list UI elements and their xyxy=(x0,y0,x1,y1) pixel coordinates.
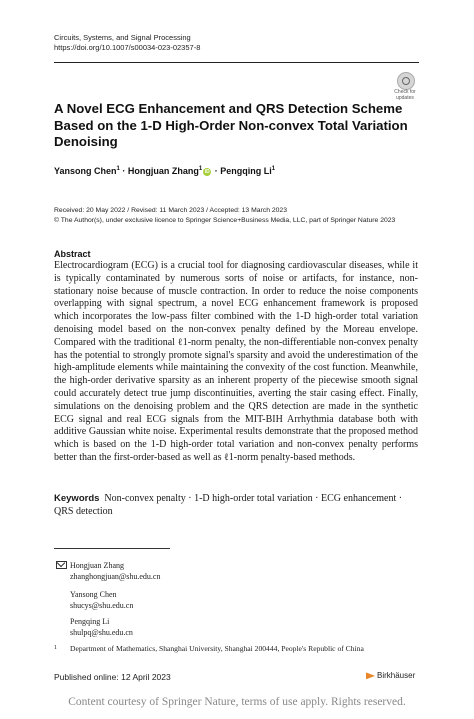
header-rule xyxy=(54,62,419,63)
publisher-name: Birkhäuser xyxy=(377,671,416,680)
badge-line2: updates xyxy=(396,95,414,101)
footnote-rule xyxy=(54,548,170,549)
affiliation-mark: 1 xyxy=(271,166,276,172)
birkhauser-icon xyxy=(366,672,375,679)
contact-name: Hongjuan Zhang xyxy=(70,561,124,570)
author-name[interactable]: Yansong Chen xyxy=(54,166,117,176)
author-list xyxy=(54,166,275,176)
published-date: Published online: 12 April 2023 xyxy=(54,672,171,682)
keywords-text: Non-convex penalty · 1-D high-order total variation · ECG enhancement · QRS detection xyxy=(54,493,403,517)
article-dates xyxy=(54,206,395,226)
contact-email[interactable]: shulpq@shu.edu.cn xyxy=(70,628,133,637)
affiliation-mark: 1 xyxy=(116,166,120,172)
contact-name: Pengqing Li xyxy=(70,617,110,626)
author-name[interactable]: Hongjuan Zhang xyxy=(127,166,199,176)
affiliation-mark: 1 xyxy=(198,166,203,172)
keywords-label: Keywords xyxy=(54,493,100,504)
contact-email[interactable]: shucys@shu.edu.cn xyxy=(70,601,134,610)
courtesy-notice: Content courtesy of Springer Nature, terms of use apply. Rights reserved. xyxy=(68,696,406,708)
check-for-updates-badge[interactable] xyxy=(388,70,422,104)
author-separator: · xyxy=(212,166,221,176)
author-separator: · xyxy=(119,166,128,176)
envelope-icon xyxy=(56,561,67,569)
affiliation-number: 1 xyxy=(54,645,57,651)
history-dates: Received: 20 May 2022 / Revised: 11 March 2023 / Accepted: 13 March 2023 xyxy=(54,207,287,214)
doi-link[interactable]: https://doi.org/10.1007/s00034-023-02357-8 xyxy=(54,43,201,52)
copyright-line: © The Author(s), under exclusive licence to Springer Science+Business Media, LLC, part of Springer Nature 2023 xyxy=(54,217,396,224)
keywords-block xyxy=(54,492,418,518)
orcid-icon[interactable]: iD xyxy=(204,168,210,175)
badge-line1: Check for xyxy=(394,89,416,95)
journal-name: Circuits, Systems, and Signal Processing xyxy=(54,33,191,42)
journal-header xyxy=(54,33,200,53)
contact-name: Yansong Chen xyxy=(70,590,117,599)
check-updates-icon xyxy=(397,72,415,90)
affiliation-text: Department of Mathematics, Shanghai University, Shanghai 200444, People's Republic of China xyxy=(70,644,364,653)
abstract-body: Electrocardiogram (ECG) is a crucial tool for diagnosing cardiovascular diseases, while it is typically contaminated by numerous sorts of noise or artifacts, for instance, non-stationary noise because of muscle contraction. In order to reduce the noise components overlapping with signal spectrum, a novel ECG enhancement framework is proposed which incorporates the low-pass filter combined with the 1-D high-order total variation denoising model based on the non-convex penalty defined by the Moreau envelope. Compared with the traditional ℓ1-norm penalty, the non-differentiable non-convex penalty has the potential to strongly promote signal's sparsity and avoid the underestimation of the high-amplitude elements while maintaining the convexity of the cost function. Meanwhile, the high-order derivative sparsity as an inherent property of the piecewise smooth signal could accurately detect true jump discontinuities, averting the stair casing effect. Finally, simulations on the denoising problem and the QRS detection are made in the synthetic ECG signal and real ECG signals from the MIT-BIH Arrhythmia database both with additive Gaussian white noise. Experimental results demonstrate that the proposed method which is based on the 1-D high-order total variation and non-convex penalty performs better than the first-order-based as well as ℓ1-norm penalty-based methods. xyxy=(54,260,418,463)
abstract-heading: Abstract xyxy=(54,249,91,259)
paper-title: A Novel ECG Enhancement and QRS Detection Scheme Based on the 1-D High-Order Non-convex Total Variation Denoising xyxy=(54,101,408,149)
author-name[interactable]: Pengqing Li xyxy=(220,166,272,176)
contact-email[interactable]: zhanghongjuan@shu.edu.cn xyxy=(70,572,161,581)
publisher-logo xyxy=(366,671,415,680)
